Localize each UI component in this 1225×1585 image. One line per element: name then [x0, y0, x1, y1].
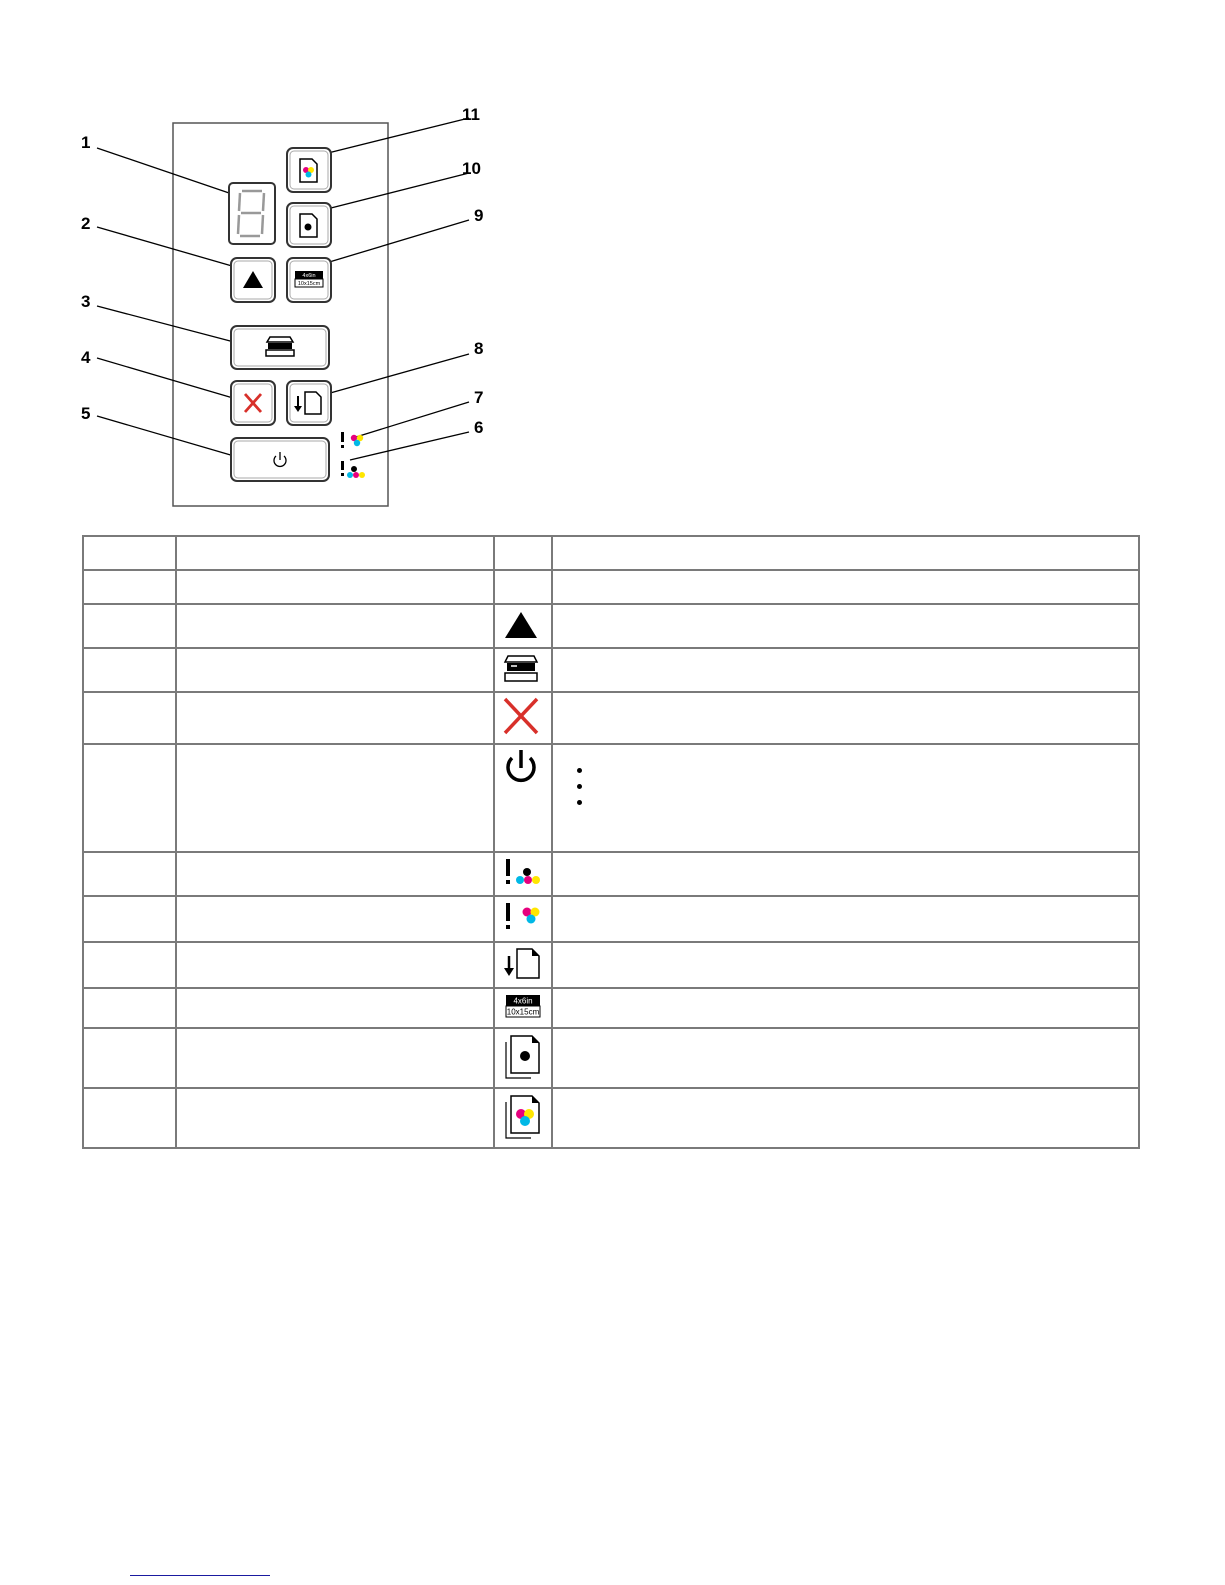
callout-8: 8 — [474, 339, 484, 358]
scan-icon — [503, 652, 539, 684]
paper-feed-button[interactable] — [287, 381, 331, 425]
callout-4: 4 — [81, 348, 91, 367]
photo-size-cm-label: 10x15cm — [297, 281, 321, 287]
table-row — [83, 692, 1139, 744]
photo-size-inch-label: 4x6in — [302, 273, 316, 279]
callout-10: 10 — [462, 159, 481, 178]
table-row — [83, 604, 1139, 648]
list-item — [577, 779, 1130, 795]
color-cartridge-alert-icon — [503, 900, 543, 934]
black-copy-button[interactable] — [287, 203, 331, 247]
power-icon — [503, 748, 539, 792]
callout-1: 1 — [81, 133, 91, 152]
photo-size-button[interactable] — [287, 258, 331, 302]
table-row — [83, 896, 1139, 942]
footer-link[interactable] — [130, 1575, 270, 1576]
photo-size-icon — [295, 271, 323, 287]
power-button[interactable] — [231, 438, 329, 481]
cancel-x-icon — [503, 696, 539, 736]
select-button[interactable] — [231, 258, 275, 302]
legend-table — [82, 535, 1140, 1149]
callout-11: 11 — [462, 105, 480, 124]
table-row — [83, 570, 1139, 604]
header-number — [83, 536, 176, 570]
table-row — [83, 942, 1139, 988]
black-cartridge-alert-icon — [503, 856, 543, 888]
black-copy-icon — [300, 214, 317, 237]
callout-6: 6 — [474, 418, 484, 437]
callout-9: 9 — [474, 206, 484, 225]
table-row — [83, 648, 1139, 692]
cancel-button[interactable] — [231, 381, 275, 425]
header-use — [176, 536, 494, 570]
photo-size-inch-label: 4x6in — [513, 996, 533, 1006]
power-bullet-list — [577, 763, 1130, 811]
paper-feed-icon — [503, 946, 543, 980]
color-copy-icon — [503, 1092, 543, 1140]
list-item — [577, 763, 1130, 779]
table-row — [83, 988, 1139, 1028]
scan-icon — [266, 337, 294, 356]
callout-7: 7 — [474, 388, 484, 407]
list-item — [577, 795, 1130, 811]
callout-5: 5 — [81, 404, 91, 423]
control-panel-diagram — [0, 0, 1225, 520]
table-row — [83, 852, 1139, 896]
photo-size-cm-label: 10x15cm — [506, 1007, 540, 1017]
display-icon-cell — [494, 570, 552, 604]
callout-2: 2 — [81, 214, 91, 233]
header-icon — [494, 536, 552, 570]
header-to — [552, 536, 1139, 570]
up-arrow-icon — [503, 608, 539, 640]
table-header-row — [83, 536, 1139, 570]
seven-segment-display — [229, 183, 275, 244]
table-row — [83, 1088, 1139, 1148]
black-copy-icon — [503, 1032, 543, 1080]
color-copy-icon — [300, 159, 317, 182]
table-row — [83, 744, 1139, 852]
photo-size-icon — [503, 992, 543, 1020]
color-copy-button[interactable] — [287, 148, 331, 192]
callout-3: 3 — [81, 292, 91, 311]
table-row — [83, 1028, 1139, 1088]
scan-button[interactable] — [231, 326, 329, 369]
